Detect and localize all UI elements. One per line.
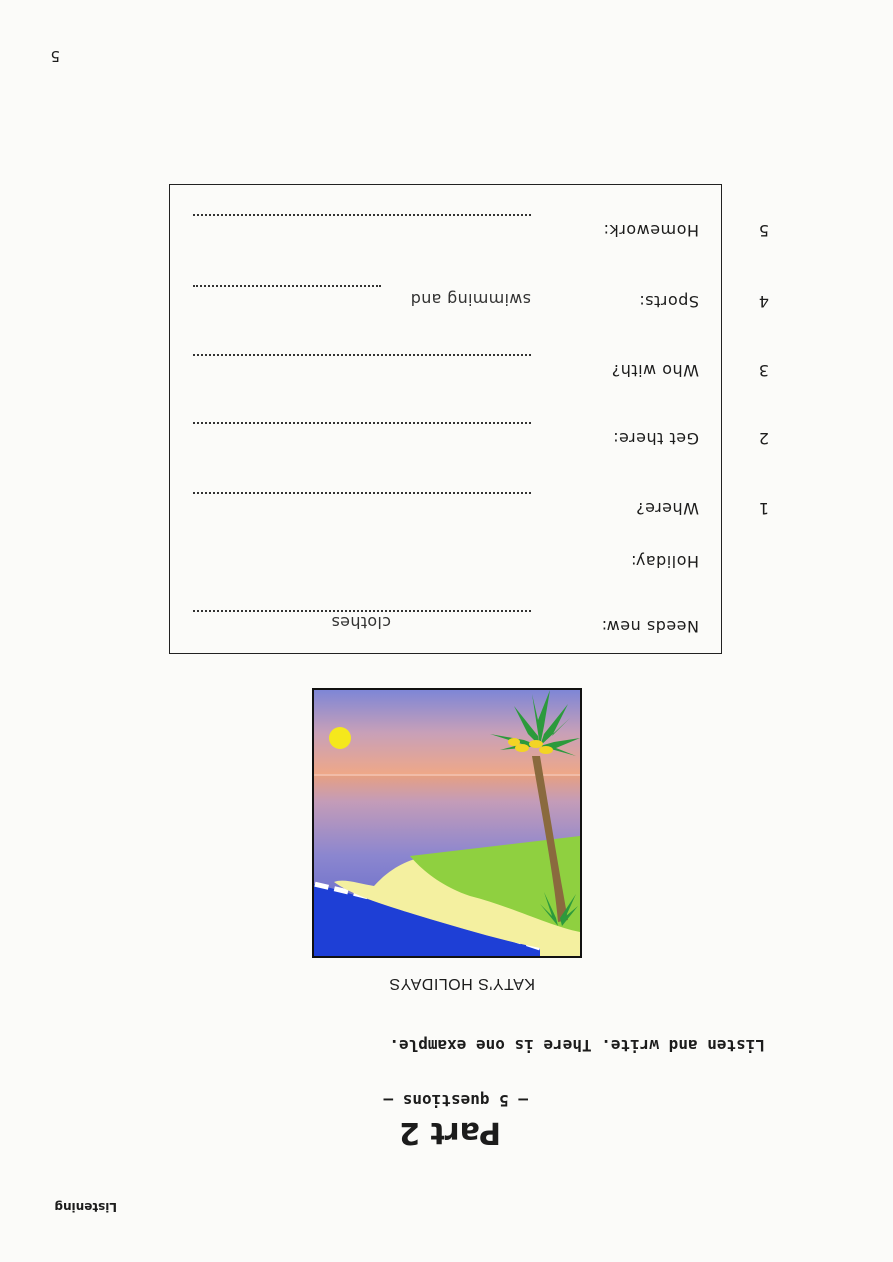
- question-number: 5: [758, 221, 769, 240]
- question-row: [170, 340, 769, 380]
- question-label: Where?: [635, 499, 699, 518]
- example-label: Needs new:: [601, 617, 699, 636]
- beach-picture: [312, 688, 582, 958]
- beach-palm-sunset-illustration: [314, 690, 580, 956]
- sports-prefilled-answer: swimming and: [410, 290, 531, 309]
- holiday-heading: Holiday:: [630, 552, 699, 571]
- answer-line[interactable]: [193, 214, 531, 216]
- question-row: [170, 408, 769, 448]
- section-label: Listening: [54, 1200, 117, 1214]
- example-row: [170, 596, 721, 636]
- part-subtitle: – 5 questions –: [383, 1091, 528, 1110]
- sun-icon: [329, 727, 351, 749]
- question-label: Homework:: [603, 221, 699, 240]
- question-row: [170, 200, 769, 240]
- page-number: 5: [50, 47, 60, 65]
- example-answer: clothes: [331, 613, 391, 632]
- answer-line[interactable]: [193, 285, 381, 287]
- answer-line[interactable]: [193, 492, 531, 494]
- question-number: 3: [758, 361, 769, 380]
- question-label: Sports:: [638, 292, 699, 311]
- question-label: Who with?: [611, 361, 699, 380]
- question-label: Get there:: [612, 429, 699, 448]
- answer-line[interactable]: [193, 354, 531, 356]
- part-title: Part 2: [399, 1115, 501, 1150]
- question-number: 1: [758, 499, 769, 518]
- question-number: 4: [758, 292, 769, 311]
- answer-line: [193, 610, 531, 612]
- question-row: [170, 478, 769, 518]
- picture-title: KATY'S HOLIDAYS: [389, 975, 535, 992]
- heading-row: [170, 531, 721, 571]
- instructions: Listen and write. There is one example.: [389, 1036, 765, 1055]
- question-row: [170, 271, 769, 311]
- question-number: 2: [758, 429, 769, 448]
- answer-table: [169, 184, 769, 654]
- answer-line[interactable]: [193, 422, 531, 424]
